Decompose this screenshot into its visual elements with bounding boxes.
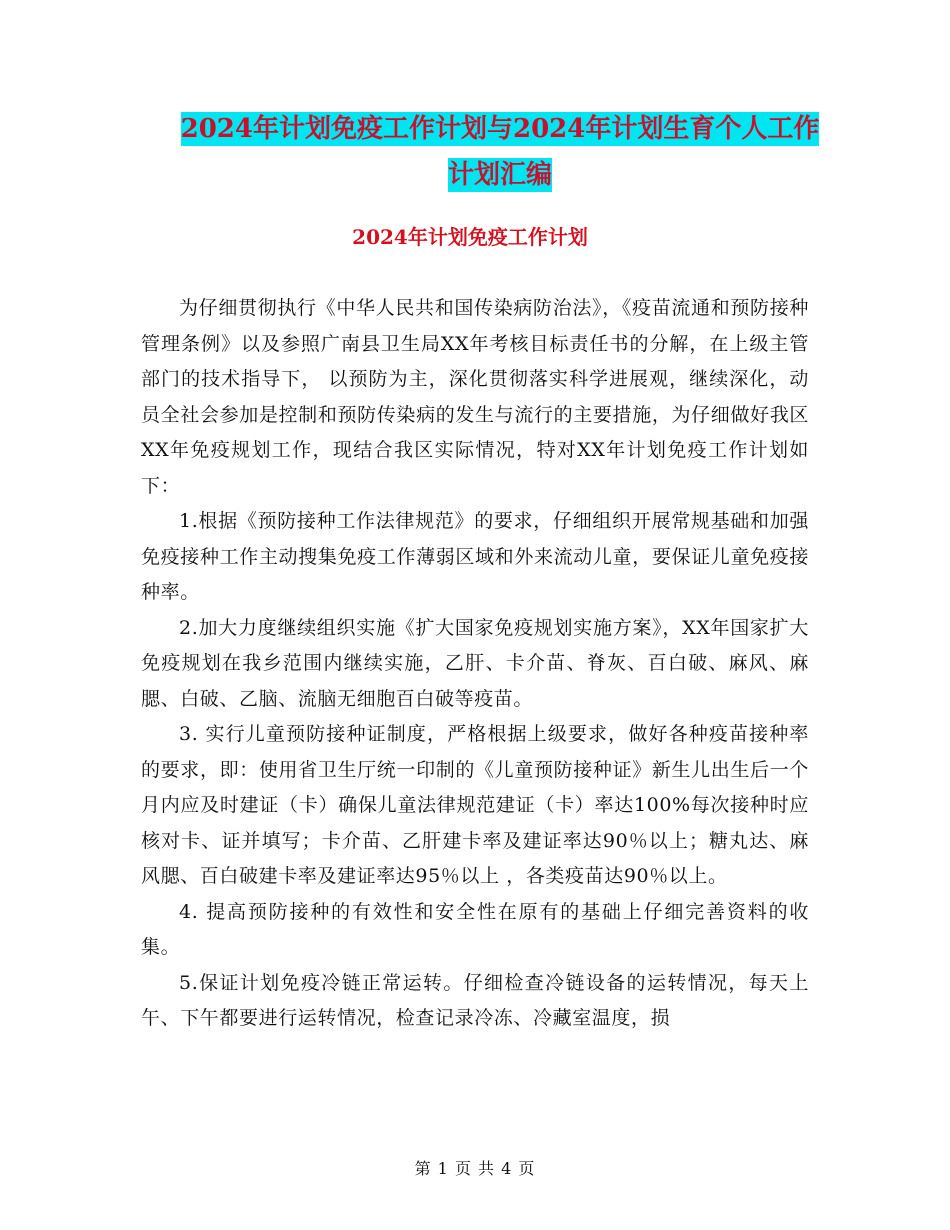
page-footer: 第 1 页 共 4 页 bbox=[414, 1159, 536, 1178]
paragraph-item-5: 5.保证计划免疫冷链正常运转。仔细检查冷链设备的运转情况，每天上午、下午都要进行运转情况，检查记录冷冻、冷藏室温度，损 bbox=[141, 971, 809, 1029]
paragraph-item-2: 2.加大力度继续组织实施《扩大国家免疫规划实施方案》，XX年国家扩大免疫规划在我乡范围内继续实施，乙肝、卡介苗、脊灰、百白破、麻风、麻腮、白破、乙脑、流脑无细胞百白破等疫苗。 bbox=[141, 616, 809, 710]
section-title: 2024年计划免疫工作计划 bbox=[352, 225, 588, 249]
document-title bbox=[140, 106, 860, 198]
document-title-line1: 2024年计划免疫工作计划与2024年计划生育个人工作 bbox=[180, 114, 820, 144]
paragraph-item-4: 4. 提高预防接种的有效性和安全性在原有的基础上仔细完善资料的收集。 bbox=[141, 900, 809, 958]
paragraph-item-1: 1.根据《预防接种工作法律规范》的要求，仔细组织开展常规基础和加强免疫接种工作主动搜集免疫工作薄弱区域和外来流动儿童，要保证儿童免疫接种率。 bbox=[141, 510, 809, 603]
paragraph-item-3: 3. 实行儿童预防接种证制度，严格根据上级要求，做好各种疫苗接种率的要求，即：使用省卫生厅统一印制的《儿童预防接种证》新生儿出生后一个月内应及时建证（卡）确保儿童法律规范建证（卡）率达100%每次接种时应核对卡、证并填写；卡介苗、乙肝建卡率及建证率达90％以上；糖丸达、麻风腮、百白破建卡率及建证率达95％以上 ，各类疫苗达90％以上。 bbox=[141, 723, 809, 887]
document-body bbox=[141, 291, 809, 1037]
paragraph-intro: 为仔细贯彻执行《中华人民共和国传染病防治法》，《疫苗流通和预防接种管理条例》以及参照广南县卫生局XX年考核目标责任书的分解，在上级主管部门的技术指导下， 以预防为主，深化贯彻落实科学进展观，继续深化，动员全社会参加是控制和预防传染病的发生与流行的主要措施，为仔细做好我区XX年免疫规划工作，现结合我区实际情况，特对XX年计划免疫工作计划如下： bbox=[141, 297, 809, 497]
document-title-line2: 计划汇编 bbox=[447, 160, 552, 190]
